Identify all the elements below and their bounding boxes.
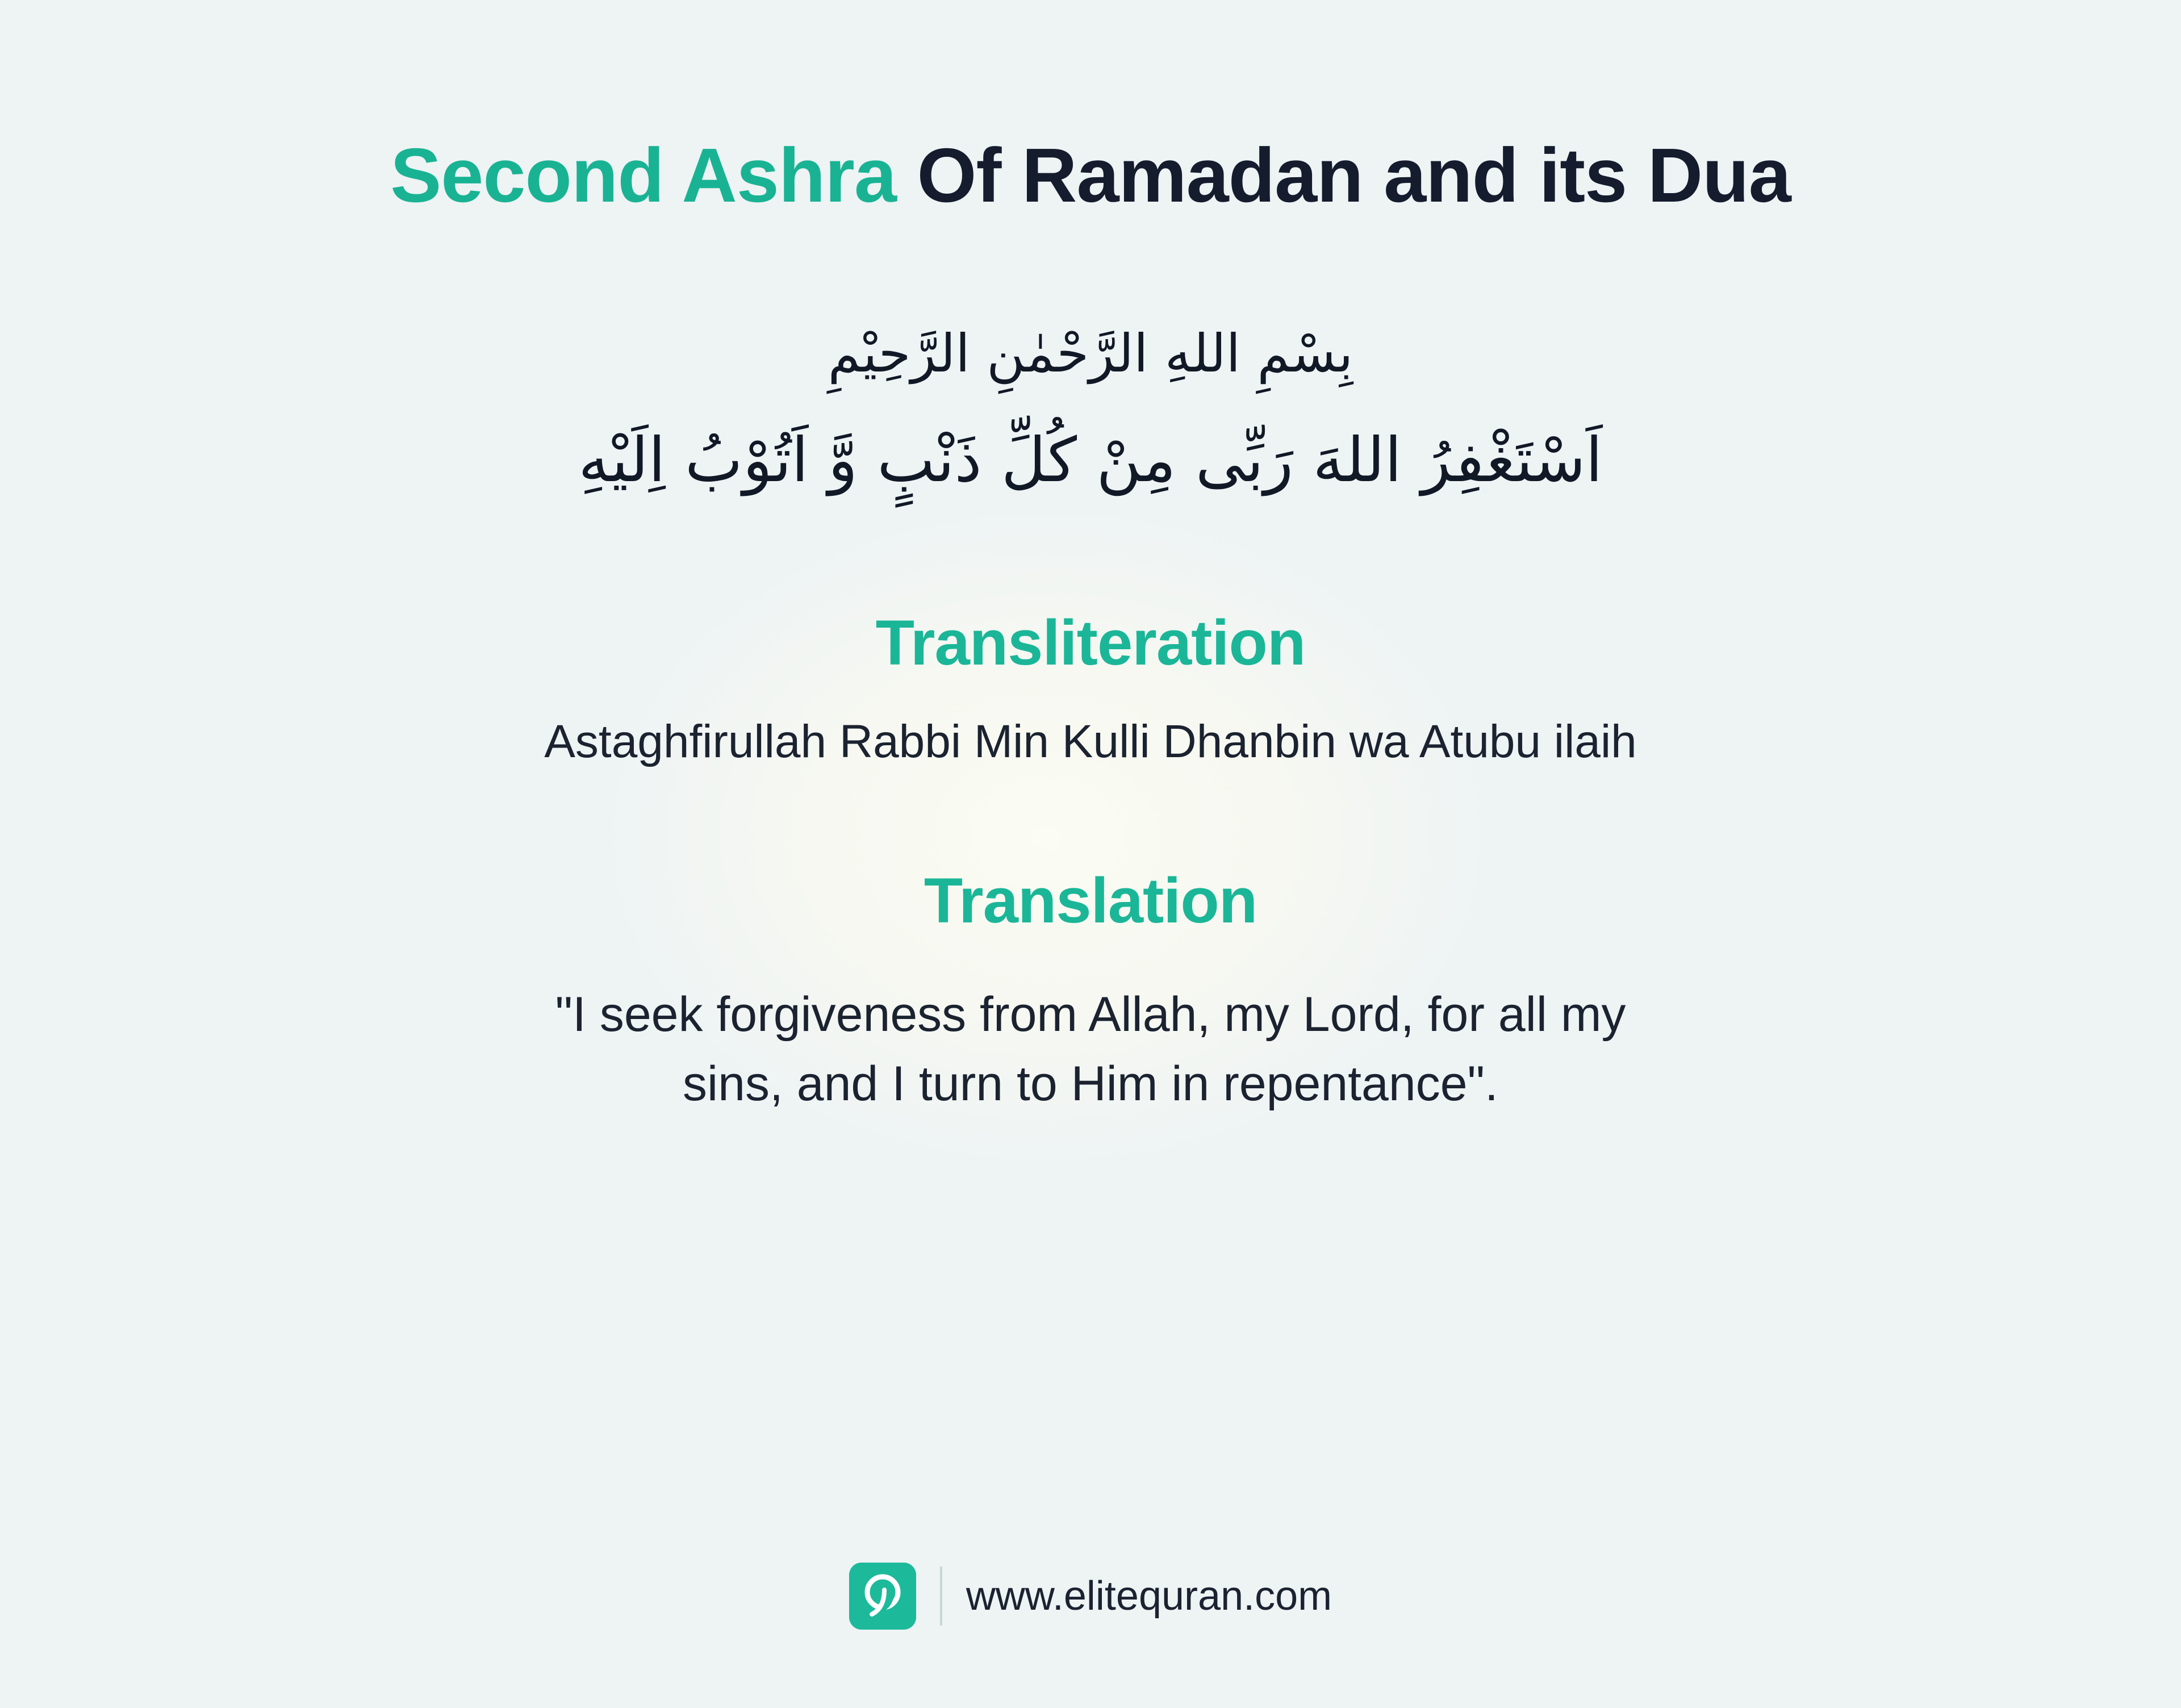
page-title-accent: Second Ashra (390, 132, 896, 218)
page-title-rest: Of Ramadan and its Dua (917, 132, 1791, 218)
footer (0, 1563, 2181, 1630)
arabic-block (0, 315, 2181, 507)
translation-line-1: "I seek forgiveness from Allah, my Lord, for all my (555, 987, 1626, 1042)
page-title (0, 133, 2181, 218)
transliteration-heading: Transliteration (875, 607, 1306, 678)
arabic-dua: اَسْتَغْفِرُ اللهَ رَبِّى مِنْ كُلِّ ذَنْبٍ وَّ اَتُوْبُ اِلَيْهِ (578, 424, 1603, 496)
translation-line-2: sins, and I turn to Him in repentance". (683, 1056, 1498, 1112)
translation-heading: Translation (924, 865, 1257, 937)
arabic-bismillah: بِسْمِ اللهِ الرَّحْمٰنِ الرَّحِيْمِ (828, 323, 1353, 384)
translation-text (210, 980, 1971, 1118)
footer-divider (940, 1567, 942, 1626)
footer-url[interactable]: www.elitequran.com (966, 1573, 1332, 1619)
transliteration-text: Astaghfirullah Rabbi Min Kulli Dhanbin wa Atubu ilaih (544, 715, 1637, 767)
elitequran-logo-icon (849, 1563, 916, 1630)
